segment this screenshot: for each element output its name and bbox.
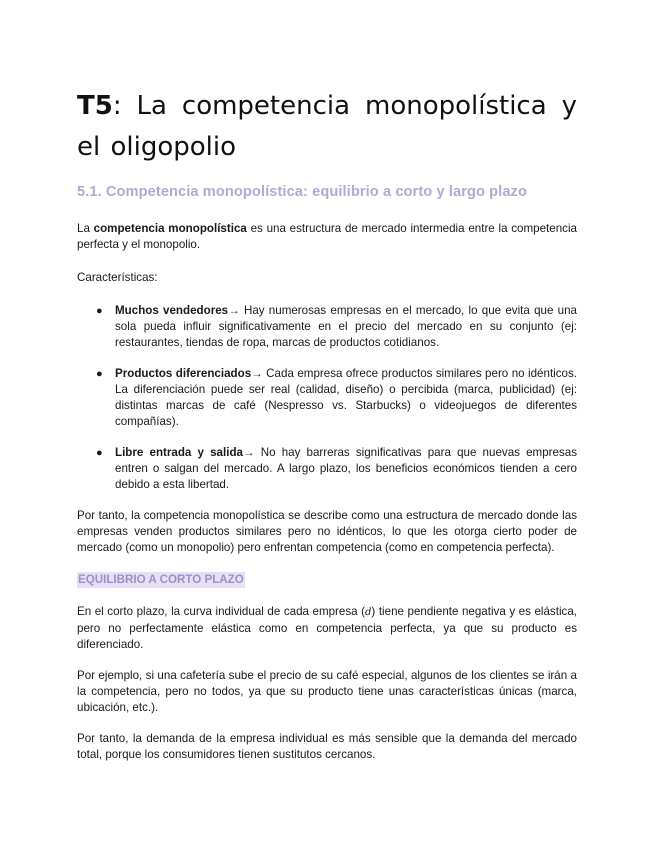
characteristics-list [77,303,577,493]
bullet-text: Cada empresa ofrece productos similares pero no idénticos. La diferenciación puede ser real (calidad, diseño) o percibida (marca, publicidad) (ej: distintas marcas de café (Nespresso vs. Starbucks) o videojuegos de diferentes compañías). [115,367,578,428]
subheading-highlight: EQUILIBRIO A CORTO PLAZO [78,573,244,586]
list-item [77,366,577,430]
short-run-text-pre: En el corto plazo, la curva individual de cada empresa ( [77,605,366,618]
title-code: T5 [77,91,113,121]
demand-symbol: d [365,607,372,618]
conclusion-paragraph: Por tanto, la competencia monopolística se describe como una estructura de mercado donde las empresas venden productos similares pero no idénticos, lo que les otorga cierto poder de mercado (como un monopolio) pero enfrentan competencia (como en competencia perfecta). [77,509,577,554]
section-heading: 5.1. Competencia monopolística: equilibrio a corto y largo plazo [77,184,527,200]
characteristics-label: Características: [77,271,158,284]
arrow-icon: → [228,304,240,317]
intro-text-pre: La [77,222,94,235]
short-run-text-post: ) tiene pendiente negativa y es elástica, pero no perfectamente elástica como en competencia perfecta, ya que su producto es diferenciado. [77,605,577,651]
short-run-paragraph-3: Por tanto, la demanda de la empresa individual es más sensible que la demanda del mercado total, porque los consumidores tienen sustitutos cercanos. [77,732,577,761]
bullet-icon: ● [96,368,103,380]
intro-bold-term: competencia monopolística [93,222,247,235]
short-run-paragraph-1 [77,604,577,653]
bullet-text: No hay barreras significativas para que nuevas empresas entren o salgan del mercado. A largo plazo, los beneficios económicos tienden a cero debido a esta libertad. [115,446,577,491]
page-title [77,86,577,168]
list-item [77,303,577,351]
arrow-icon: → [251,367,263,380]
intro-text-post: es una estructura de mercado intermedia entre la competencia perfecta y el monopolio. [77,222,577,251]
short-run-paragraph-2: Por ejemplo, si una cafetería sube el precio de su café especial, algunos de los clientes se irán a la competencia, pero no todos, ya que su producto tiene unas características únicas (marca, ubicación, etc.). [77,669,577,714]
bullet-icon: ● [96,305,103,317]
arrow-icon: → [242,446,255,459]
bullet-icon: ● [96,447,103,459]
title-text: : La competencia monopolística y el oligopolio [77,91,577,162]
intro-paragraph [77,221,577,253]
bullet-term: Muchos vendedores [115,304,229,317]
bullet-term: Productos diferenciados [115,367,252,380]
list-item [77,445,577,493]
bullet-term: Libre entrada y salida [115,446,243,459]
bullet-text: Hay numerosas empresas en el mercado, lo que evita que una sola pueda influir significativamente en el precio del mercado en su conjunto (ej: restaurantes, tiendas de ropa, marcas de productos cotidianos. [115,304,577,349]
